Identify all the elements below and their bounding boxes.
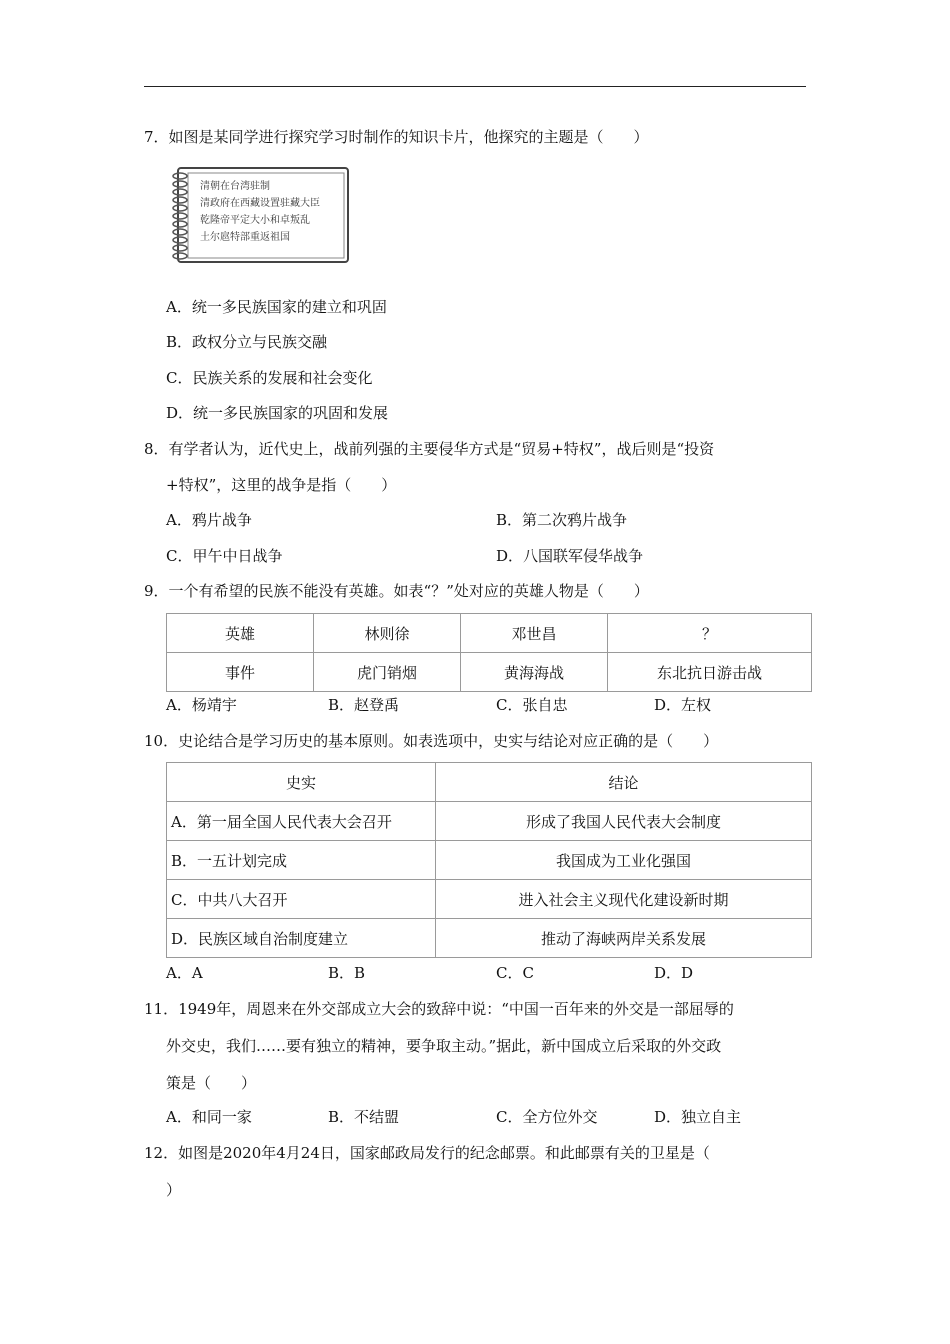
q11-option-b[interactable]: B．不结盟 [328, 1108, 400, 1126]
table-cell: 东北抗日游击战 [608, 653, 812, 692]
q9-option-a[interactable]: A．杨靖宇 [166, 696, 237, 714]
table-cell: D．民族区域自治制度建立 [167, 919, 436, 958]
q7-option-d[interactable]: D．统一多民族国家的巩固和发展 [166, 404, 389, 422]
q9-hero-table [166, 613, 812, 692]
q10-option-d[interactable]: D．D [654, 964, 694, 982]
q7-stem: 7．如图是某同学进行探究学习时制作的知识卡片，他探究的主题是（ ） [144, 128, 649, 146]
table-cell: 林则徐 [314, 614, 461, 653]
table-cell: 进入社会主义现代化建设新时期 [436, 880, 812, 919]
table-cell: 英雄 [167, 614, 314, 653]
header-rule [144, 86, 806, 87]
q11-option-d[interactable]: D．独立自主 [654, 1108, 742, 1126]
table-row [167, 841, 812, 880]
q8-stem-line2: +特权”，这里的战争是指（ ） [166, 476, 397, 494]
q8-option-d[interactable]: D．八国联军侵华战争 [496, 547, 644, 565]
table-cell: C．中共八大召开 [167, 880, 436, 919]
q7-option-b[interactable]: B．政权分立与民族交融 [166, 333, 328, 351]
q7-option-c[interactable]: C．民族关系的发展和社会变化 [166, 369, 373, 387]
table-row [167, 880, 812, 919]
q12-stem-line2: ） [166, 1181, 182, 1199]
q9-stem: 9．一个有希望的民族不能没有英雄。如表“？”处对应的英雄人物是（ ） [144, 582, 649, 600]
card-line: 清政府在西藏设置驻藏大臣 [200, 198, 320, 209]
table-cell: 邓世昌 [461, 614, 608, 653]
q10-option-a[interactable]: A．A [166, 964, 203, 982]
table-row [167, 653, 812, 692]
q10-option-b[interactable]: B．B [328, 964, 366, 982]
q11-stem-line2: 外交史，我们……要有独立的精神，要争取主动。”据此，新中国成立后采取的外交政 [166, 1037, 722, 1055]
table-cell: 事件 [167, 653, 314, 692]
table-cell: 推动了海峡两岸关系发展 [436, 919, 812, 958]
q10-stem: 10．史论结合是学习历史的基本原则。如表选项中，史实与结论对应正确的是（ ） [144, 732, 719, 750]
q8-stem-line1: 8．有学者认为，近代史上，战前列强的主要侵华方式是“贸易+特权”，战后则是“投资 [144, 440, 715, 458]
q8-option-b[interactable]: B．第二次鸦片战争 [496, 511, 628, 529]
table-cell: 形成了我国人民代表大会制度 [436, 802, 812, 841]
table-cell: 我国成为工业化强国 [436, 841, 812, 880]
card-line: 土尔扈特部重返祖国 [200, 232, 290, 243]
q11-option-a[interactable]: A．和同一家 [166, 1108, 252, 1126]
q7-option-a[interactable]: A．统一多民族国家的建立和巩固 [166, 298, 387, 316]
q9-option-c[interactable]: C．张自忠 [496, 696, 568, 714]
card-line: 乾隆帝平定大小和卓叛乱 [200, 215, 310, 226]
table-row [167, 919, 812, 958]
q9-option-d[interactable]: D．左权 [654, 696, 712, 714]
q8-option-c[interactable]: C．甲午中日战争 [166, 547, 283, 565]
table-cell: B．一五计划完成 [167, 841, 436, 880]
q12-stem-line1: 12．如图是2020年4月24日，国家邮政局发行的纪念邮票。和此邮票有关的卫星是（ [144, 1144, 710, 1162]
table-row [167, 802, 812, 841]
q10-table [166, 762, 812, 958]
card-line: 清朝在台湾驻制 [200, 181, 270, 192]
table-cell: ？ [608, 614, 812, 653]
table-row [167, 763, 812, 802]
q8-option-a[interactable]: A．鸦片战争 [166, 511, 252, 529]
knowledge-card-image [168, 166, 350, 264]
q9-option-b[interactable]: B．赵登禹 [328, 696, 400, 714]
q11-option-c[interactable]: C．全方位外交 [496, 1108, 598, 1126]
table-cell: 虎门销烟 [314, 653, 461, 692]
table-row [167, 614, 812, 653]
q10-option-c[interactable]: C．C [496, 964, 534, 982]
table-cell: 黄海海战 [461, 653, 608, 692]
table-header-cell: 结论 [436, 763, 812, 802]
table-header-cell: 史实 [167, 763, 436, 802]
q11-stem-line3: 策是（ ） [166, 1074, 257, 1092]
q11-stem-line1: 11．1949年，周恩来在外交部成立大会的致辞中说：“中国一百年来的外交是一部屈辱的 [144, 1000, 734, 1018]
table-cell: A．第一届全国人民代表大会召开 [167, 802, 436, 841]
